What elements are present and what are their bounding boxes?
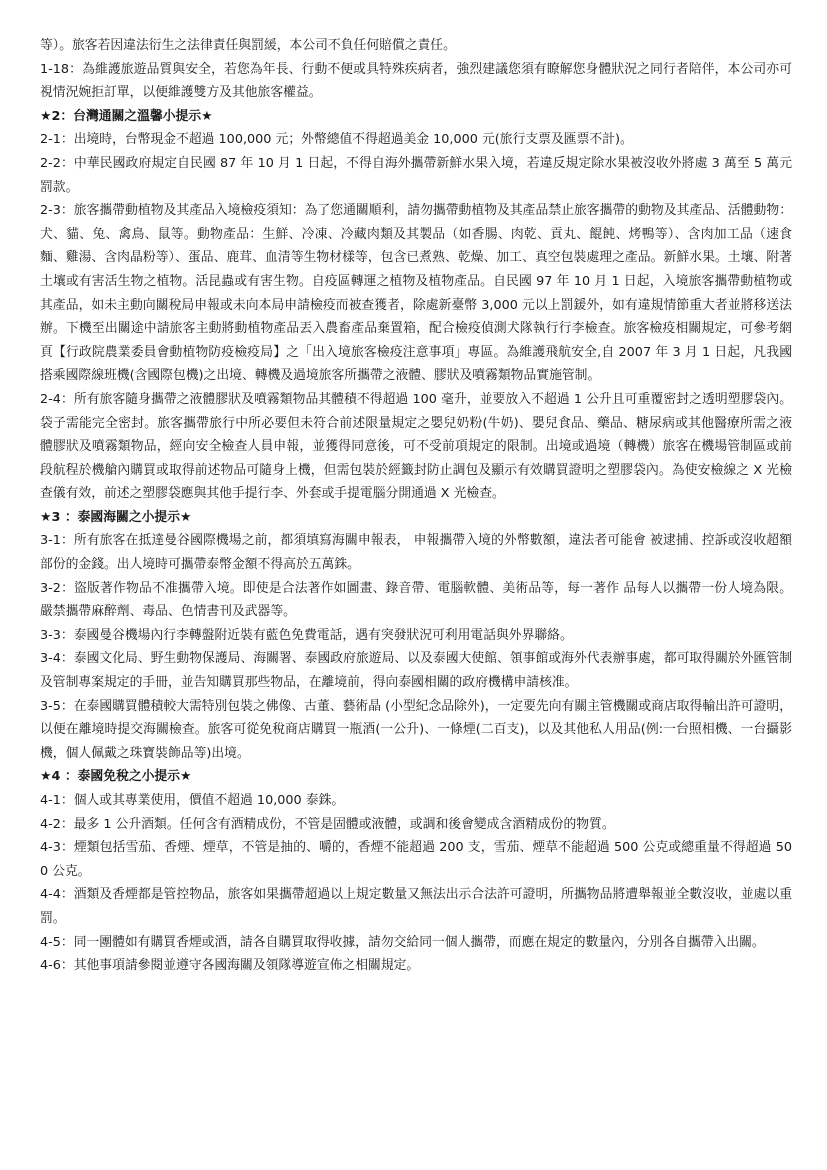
paragraph-2-2: 2-2：中華民國政府規定自民國 87 年 10 月 1 日起，不得自海外攜帶新鮮水果入境，若違反規定除水果被沒收外將處 3 萬至 5 萬元罰款。 — [40, 155, 792, 195]
paragraph-3-4: 3-4：泰國文化局、野生動物保護局、海關署、泰國政府旅遊局、以及泰國大使館、領事館或海外代表辦事處，都可取得關於外匯管制及管制專案規定的手冊，並告知購買那些物品，在離境前，得向泰國相關的政府機構申請核准。 — [40, 651, 792, 691]
document-body — [40, 34, 792, 978]
paragraph-3-3: 3-3：泰國曼谷機場內行李轉盤附近裝有藍色免費電話，遇有突發狀況可利用電話與外界聯絡。 — [40, 627, 573, 643]
paragraph-3-1: 3-1：所有旅客在抵達曼谷國際機場之前，都須填寫海關申報表， 申報攜帶入境的外幣數額，違法者可能會 被逮捕、控訴或沒收超額部份的金錢。出人境時可攜帶泰幣金額不得高於五萬銖。 — [40, 533, 792, 573]
paragraph-3-5: 3-5：在泰國購買體積較大需特別包裝之佛像、古董、藝術晶 (小型紀念品除外)，一定要先向有關主管機關或商店取得輸出許可證明，以便在離境時提交海關檢查。旅客可從免稅商店購買一瓶酒(一公升)、一條煙(二百支)，以及其他私人用品(例:一台照相機、一台攝影機，個人佩戴之珠寶裝飾品等)出境。 — [40, 698, 792, 761]
paragraph-4-1: 4-1：個人或其專業使用，價值不超過 10,000 泰銖。 — [40, 793, 345, 808]
paragraph-4-4: 4-4：酒類及香煙都是管控物品，旅客如果攜帶超過以上規定數量又無法出示合法許可證明，所攜物品將遭舉報並全數沒收，並處以重罰。 — [40, 887, 792, 926]
paragraph-4-3: 4-3：煙類包括雪茄、香煙、煙草，不管是抽的、嚼的，香煙不能超過 200 支，雪茄、煙草不能超過 500 公克或總重量不得超過 500 公克。 — [40, 840, 792, 879]
paragraph-2-3: 2-3：旅客攜帶動植物及其產品入境檢疫須知：為了您通關順利，請勿攜帶動植物及其產品禁止旅客攜帶的動物及其產品、活體動物：犬、貓、兔、禽鳥、鼠等。動物產品：生鮮、冷凍、冷藏肉類及其製品（如香腸、肉乾、貢丸、餛飩、烤鴨等）、含肉加工品（速食麵、雞湯、含肉晶粉等）、蛋品、鹿茸、血清等生物材樣等，包含已煮熟、乾燥、加工、真空包裝處理之產品。新鮮水果。土壤、附著土壤或有害活生物之植物。活昆蟲或有害生物。自疫區轉運之植物及植物產品。自民國 97 年 10 月 1 日起，入境旅客攜帶動植物或其產品，如未主動向關稅局申報或未向本局申請檢疫而被查獲者，除處新臺幣 3,000 元以上罰鍰外，如有違規情節重大者並將移送法辦。下機至出關途中請旅客主動將動植物產品丟入農畜產品棄置箱，配合檢疫偵測犬隊執行行李檢查。旅客檢疫相關規定，可參考網頁【行政院農業委員會動植物防疫檢疫局】之「出入境旅客檢疫注意事項」專區。為維護飛航安全,自 2007 年 3 月 1 日起，凡我國搭乘國際線班機(含國際包機)之出境、轉機及過境旅客所攜帶之液體、膠狀及噴霧類物品實施管制。 — [40, 203, 792, 384]
paragraph-2-4: 2-4：所有旅客隨身攜帶之液體膠狀及噴霧類物品其體積不得超過 100 毫升，並要放入不超過 1 公升且可重覆密封之透明塑膠袋內。袋子需能完全密封。旅客攜帶旅行中所必要但未符合前述限量規定之嬰兒奶粉(牛奶)、嬰兒食品、藥品、糖尿病或其他醫療所需之液體膠狀及噴霧類物品，經向安全檢查人員申報，並獲得同意後，可不受前項規定的限制。出境或過境（轉機）旅客在機場管制區或前段航程於機艙內購買或取得前述物品可隨身上機，但需包裝於經籤封防止調包及顯示有效購買證明之塑膠袋內。為使安檢線之 X 光檢查儀有效，前述之塑膠袋應與其他手提行李、外套或手提電腦分開通過 X 光檢查。 — [40, 391, 792, 502]
section-heading-thailand-customs: ★3 ：泰國海關之小提示★ — [40, 509, 192, 525]
paragraph-3-2: 3-2：盜版著作物品不准攜帶入境。即使是合法著作如圖畫、錄音帶、電腦軟體、美術品等，每一著作 品每人以攜帶一份人境為限。嚴禁攜帶麻醉劑、毒品、色情書刊及武器等。 — [40, 580, 792, 620]
paragraph-continuation: 等）。旅客若因違法衍生之法律責任與罰緩，本公司不負任何賠償之責任。 — [40, 38, 456, 53]
paragraph-4-6: 4-6：其他事項請參閱並遵守各國海關及領隊導遊宣佈之相關規定。 — [40, 958, 420, 974]
paragraph-1-18: 1-18：為維護旅遊品質與安全，若您為年長、行動不便或具特殊疾病者，強烈建議您須有瞭解您身體狀況之同行者陪伴，本公司亦可視情況婉拒訂單，以便維護雙方及其他旅客權益。 — [40, 61, 792, 101]
paragraph-4-5: 4-5：同一團體如有購買香煙或酒，請各自購買取得收據，請勿交給同一個人攜帶，而應在規定的數量內，分別各自攜帶入出關。 — [40, 934, 765, 950]
paragraph-2-1: 2-1：出境時，台幣現金不超過 100,000 元；外幣總值不得超過美金 10,000 元(旅行支票及匯票不計)。 — [40, 132, 633, 148]
paragraph-4-2: 4-2：最多 1 公升酒類。任何含有酒精成份，不管是固體或液體，或調和後會變成含酒精成份的物質。 — [40, 816, 615, 832]
section-heading-taiwan-customs: ★2：台灣通關之溫馨小提示★ — [40, 108, 213, 124]
section-heading-thailand-duty-free: ★4 ：泰國免稅之小提示★ — [40, 769, 192, 785]
